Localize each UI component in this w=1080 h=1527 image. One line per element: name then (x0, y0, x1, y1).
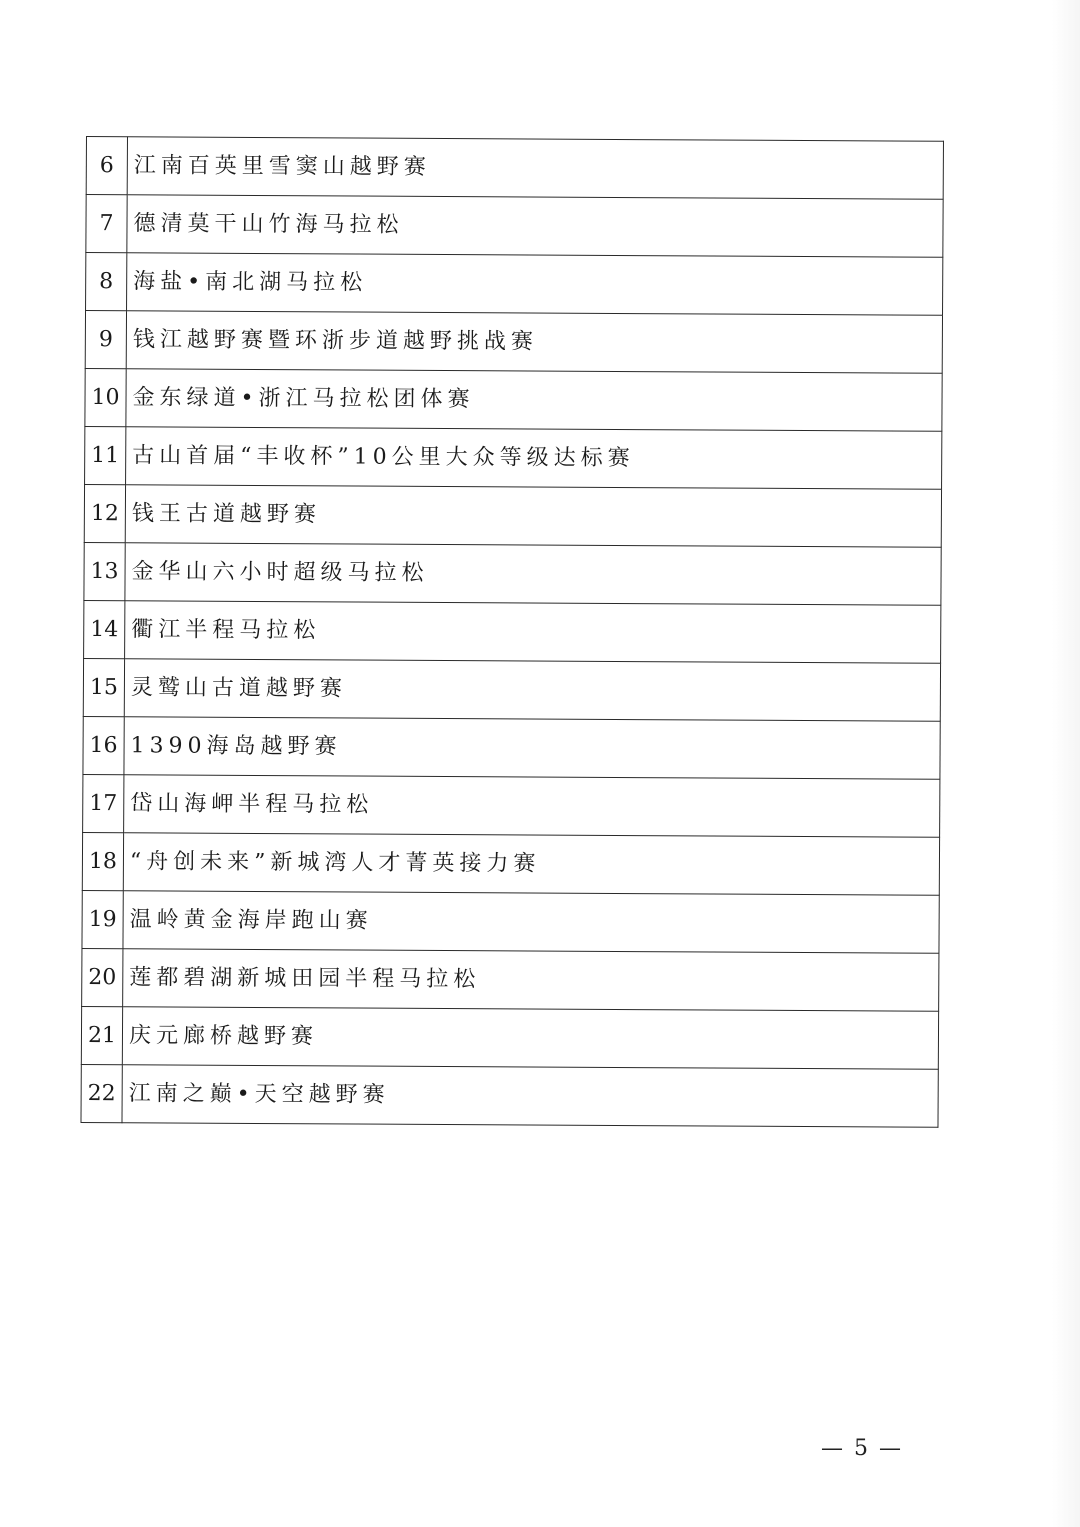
row-number-cell: 21 (81, 1006, 122, 1064)
event-name-cell: 江南之巅•天空越野赛 (122, 1065, 938, 1128)
event-name-cell: 钱王古道越野赛 (125, 485, 941, 548)
event-name-cell: “舟创未来”新城湾人才菁英接力赛 (123, 833, 939, 896)
event-table-body (81, 137, 943, 1128)
row-number-cell: 15 (83, 658, 124, 716)
table-row (84, 484, 941, 547)
row-number-cell: 17 (83, 774, 124, 832)
event-name-cell: 德清莫干山竹海马拉松 (127, 195, 943, 258)
event-name-cell: 海盐•南北湖马拉松 (127, 253, 943, 316)
page-number: — 5 — (821, 1436, 903, 1461)
table-row (82, 832, 939, 895)
table-row (86, 195, 943, 258)
event-name-cell: 金东绿道•浙江马拉松团体赛 (126, 369, 942, 432)
row-number-cell: 10 (85, 368, 126, 426)
row-number-cell: 14 (84, 600, 125, 658)
row-number-cell: 13 (84, 542, 125, 600)
event-name-cell: 金华山六小时超级马拉松 (125, 543, 941, 606)
table-row (85, 368, 942, 431)
table-row (86, 137, 943, 200)
table-row (83, 716, 940, 779)
table-row (86, 253, 943, 316)
row-number-cell: 22 (81, 1064, 122, 1122)
event-name-cell: 庆元廊桥越野赛 (122, 1007, 938, 1070)
row-number-cell: 18 (82, 832, 123, 890)
row-number-cell: 20 (82, 948, 123, 1006)
event-name-cell: 衢江半程马拉松 (125, 601, 941, 664)
table-row (81, 1006, 938, 1069)
table-row (85, 311, 942, 374)
table-row (84, 600, 941, 663)
row-number-cell: 16 (83, 716, 124, 774)
row-number-cell: 12 (84, 484, 125, 542)
table-row (84, 542, 941, 605)
row-number-cell: 6 (86, 137, 127, 195)
table-row (81, 1064, 938, 1127)
event-name-cell: 灵鹫山古道越野赛 (124, 659, 940, 722)
row-number-cell: 11 (85, 426, 126, 484)
table-row (82, 948, 939, 1011)
page-edge-shade (1052, 0, 1080, 1527)
row-number-cell: 9 (85, 311, 126, 369)
row-number-cell: 7 (86, 195, 127, 253)
event-name-cell: 岱山海岬半程马拉松 (124, 775, 940, 838)
event-name-cell: 1390海岛越野赛 (124, 717, 940, 780)
table-row (82, 890, 939, 953)
table-row (83, 774, 940, 837)
table-row (85, 426, 942, 489)
event-name-cell: 古山首届“丰收杯”10公里大众等级达标赛 (126, 427, 942, 490)
event-name-cell: 莲都碧湖新城田园半程马拉松 (123, 949, 939, 1012)
event-name-cell: 江南百英里雪窦山越野赛 (127, 137, 943, 200)
event-name-cell: 钱江越野赛暨环浙步道越野挑战赛 (126, 311, 942, 374)
row-number-cell: 8 (86, 253, 127, 311)
table-row (83, 658, 940, 721)
event-list-table (80, 136, 943, 1128)
event-name-cell: 温岭黄金海岸跑山赛 (123, 891, 939, 954)
row-number-cell: 19 (82, 890, 123, 948)
